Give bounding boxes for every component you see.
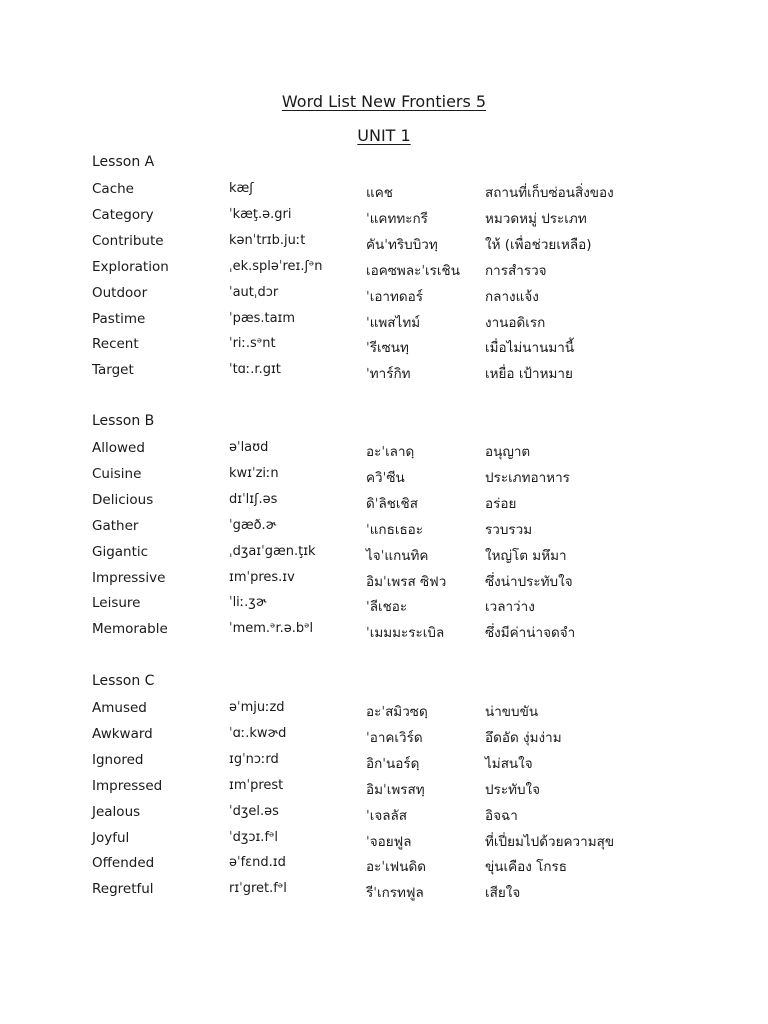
vocab-meaning: สถานที่เก็บซ่อนสิ่งของ (485, 185, 614, 201)
vocab-word: Target (92, 362, 134, 379)
vocab-word: Delicious (92, 491, 154, 508)
vocab-meaning: งานอดิเรก (485, 314, 546, 331)
vocab-meaning: ขุ่นเคือง โกรธ (485, 859, 568, 876)
vocab-ipa: ˈkæţ.ə.gri (229, 206, 292, 222)
vocab-row (0, 855, 768, 877)
vocab-row (0, 336, 768, 358)
vocab-word: Gather (92, 517, 139, 534)
vocab-ipa: kənˈtrɪb.juːt (229, 232, 306, 248)
vocab-thai: ˈทาร์กิท (366, 366, 411, 383)
vocab-row (0, 700, 768, 722)
vocab-ipa: ˈdʒɔɪ.fᵊl (229, 829, 279, 845)
vocab-row (0, 207, 768, 229)
vocab-thai: ดิˈลิชเชิส (366, 495, 418, 512)
vocab-meaning: ให้ (เพื่อช่วยเหลือ) (485, 236, 592, 253)
vocab-thai: ˈอาคเวิร์ด (366, 729, 423, 746)
lesson-title: Lesson B (92, 413, 155, 429)
vocab-word: Recent (92, 336, 139, 353)
vocab-word: Cuisine (92, 465, 142, 482)
vocab-ipa: ɪgˈnɔːrd (229, 751, 279, 767)
vocab-ipa: ˈdʒel.əs (229, 803, 279, 819)
vocab-row (0, 233, 768, 255)
vocab-thai: ควิˈซีน (366, 469, 405, 486)
vocab-thai: ˈแกธเธอะ (366, 521, 424, 538)
vocab-row (0, 621, 768, 643)
lesson-title: Lesson A (92, 154, 155, 170)
vocab-meaning: ซึ่งน่าประทับใจ (485, 573, 573, 590)
vocab-row (0, 440, 768, 462)
vocab-row (0, 726, 768, 748)
vocab-meaning: กลางแจ้ง (485, 288, 539, 305)
vocab-thai: ˈลีเชอะ (366, 599, 408, 616)
vocab-thai: ˈจอยฟูล (366, 833, 412, 850)
vocab-row (0, 752, 768, 774)
vocab-ipa: ˈpæs.taɪm (229, 310, 296, 326)
vocab-meaning: เหยื่อ เป้าหมาย (485, 366, 573, 383)
vocab-thai: ไจˈแกนทิค (366, 547, 429, 564)
unit-heading: UNIT 1 (357, 126, 411, 145)
vocab-ipa: ˈliː.ʒɚ (229, 595, 267, 611)
vocab-thai: ˈเอาทดอร์ (366, 288, 424, 305)
vocab-word: Joyful (92, 829, 130, 846)
vocab-meaning: ไม่สนใจ (485, 755, 533, 772)
vocab-row (0, 595, 768, 617)
vocab-thai: ˈรีเซนทฺ (366, 340, 409, 357)
vocab-word: Contribute (92, 232, 164, 249)
vocab-meaning: การสำรวจ (485, 262, 547, 279)
document-title: Word List New Frontiers 5 (281, 92, 487, 111)
vocab-meaning: อิจฉา (485, 807, 518, 824)
vocab-ipa: ˌek.spləˈreɪ.ʃᵊn (229, 258, 323, 274)
vocab-word: Ignored (92, 751, 144, 768)
vocab-row (0, 492, 768, 514)
vocab-thai: อะˈสมิวซดฺ (366, 704, 428, 720)
vocab-thai: อะˈเฟนดิด (366, 859, 427, 876)
vocab-row (0, 518, 768, 540)
vocab-meaning: หมวดหมู่ ประเภท (485, 210, 587, 227)
vocab-word: Gigantic (92, 543, 149, 560)
vocab-meaning: ซึ่งมีค่าน่าจดจำ (485, 625, 576, 642)
vocab-thai: ˈแพสไทม์ (366, 314, 421, 331)
vocab-thai: อิมˈเพรสทฺ (366, 781, 425, 798)
vocab-ipa: əˈmjuːzd (229, 700, 285, 715)
vocab-word: Memorable (92, 621, 168, 638)
vocab-row (0, 804, 768, 826)
vocab-ipa: əˈfɛnd.ɪd (229, 855, 286, 871)
lesson-title: Lesson C (92, 673, 155, 689)
vocab-meaning: ที่เปี่ยมไปด้วยความสุข (485, 833, 615, 850)
vocab-row (0, 259, 768, 281)
vocab-ipa: ɪmˈprest (229, 777, 284, 793)
vocab-word: Exploration (92, 258, 169, 275)
vocab-word: Category (92, 206, 154, 223)
vocab-word: Allowed (92, 440, 145, 456)
vocab-row (0, 570, 768, 592)
vocab-row (0, 544, 768, 566)
vocab-ipa: ˈautˌdɔr (229, 284, 279, 300)
vocab-ipa: ɪmˈpres.ɪv (229, 569, 295, 585)
vocab-ipa: dɪˈlɪʃ.əs (229, 491, 278, 507)
vocab-ipa: ˈtɑː.r.gɪt (229, 362, 281, 378)
vocab-row (0, 311, 768, 333)
vocab-word: Outdoor (92, 284, 148, 301)
vocab-meaning: อร่อย (485, 495, 517, 512)
vocab-word: Cache (92, 181, 134, 197)
vocab-meaning: เวลาว่าง (485, 599, 535, 616)
vocab-word: Regretful (92, 881, 154, 898)
vocab-ipa: ˈriː.sᵊnt (229, 336, 276, 352)
vocab-meaning: อนุญาต (485, 444, 531, 460)
vocab-ipa: ˌdʒaɪˈgæn.ţɪk (229, 543, 316, 559)
vocab-row (0, 181, 768, 203)
vocab-thai: แคช (366, 185, 393, 201)
vocab-thai: คันˈทริบบิวทฺ (366, 236, 438, 253)
vocab-row (0, 362, 768, 384)
vocab-meaning: อึดอัด งุ่มง่าม (485, 729, 562, 746)
vocab-thai: อิกˈนอร์ดฺ (366, 755, 420, 772)
vocab-word: Awkward (92, 725, 153, 742)
vocab-row (0, 881, 768, 903)
vocab-ipa: rɪˈgret.fᵊl (229, 881, 287, 897)
vocab-thai: อิมˈเพรส ซิฟว (366, 573, 447, 590)
vocab-meaning: ประเภทอาหาร (485, 469, 570, 486)
vocab-word: Impressive (92, 569, 166, 586)
vocab-ipa: kæʃ (229, 181, 254, 196)
vocab-thai: รีˈเกรทฟูล (366, 885, 424, 902)
vocab-word: Pastime (92, 310, 146, 327)
vocab-ipa: ˈɑː.kwɚd (229, 725, 287, 741)
vocab-row (0, 466, 768, 488)
vocab-thai: ˈเมมมะระเบิล (366, 625, 445, 642)
vocab-meaning: เมื่อไม่นานมานี้ (485, 340, 575, 357)
vocab-word: Leisure (92, 595, 141, 612)
vocab-row (0, 285, 768, 307)
vocab-meaning: น่าขบขัน (485, 704, 539, 720)
vocab-meaning: ใหญ่โต มหึมา (485, 547, 567, 564)
vocab-meaning: รวบรวม (485, 521, 533, 538)
vocab-ipa: ˈgæð.ɚ (229, 517, 277, 533)
vocab-ipa: ˈmem.ᵊr.ə.bᵊl (229, 621, 314, 637)
vocab-thai: เอคซพละˈเรเชิน (366, 262, 460, 279)
vocab-ipa: kwɪˈziːn (229, 465, 279, 481)
vocab-thai: ˈเจลลัส (366, 807, 408, 824)
vocab-ipa: əˈlaʊd (229, 440, 269, 455)
vocab-thai: อะˈเลาดฺ (366, 444, 415, 460)
vocab-row (0, 778, 768, 800)
vocab-meaning: ประทับใจ (485, 781, 541, 798)
vocab-thai: ˈแคททะกรี (366, 210, 428, 227)
vocab-word: Impressed (92, 777, 163, 794)
vocab-word: Jealous (92, 803, 141, 820)
vocab-meaning: เสียใจ (485, 885, 521, 902)
vocab-row (0, 830, 768, 852)
vocab-word: Amused (92, 700, 147, 716)
vocab-word: Offended (92, 855, 155, 872)
